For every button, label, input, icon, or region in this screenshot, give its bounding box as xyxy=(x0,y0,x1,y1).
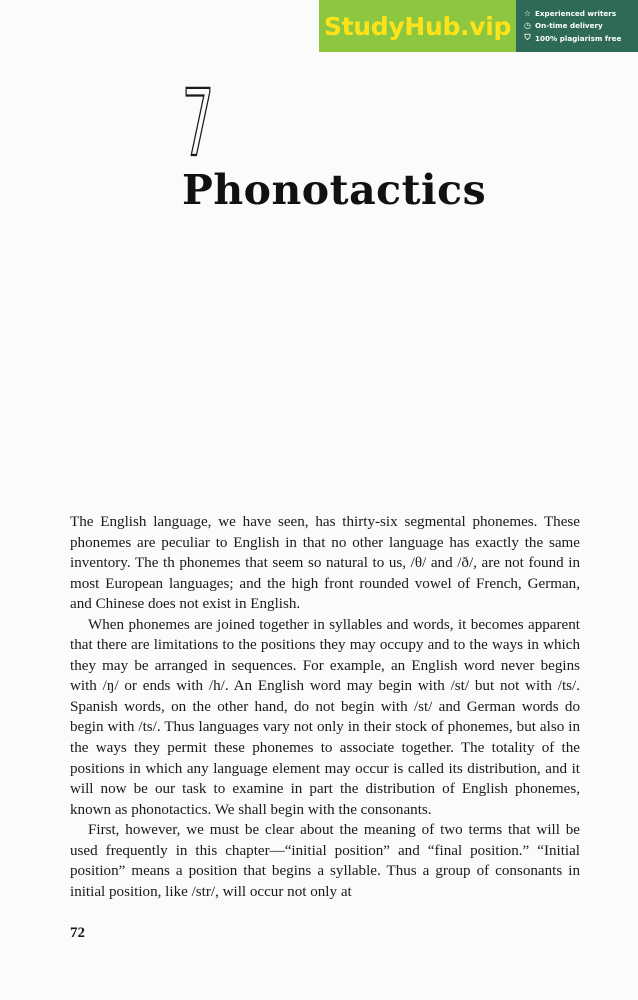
feature-item xyxy=(523,21,638,30)
ad-banner[interactable] xyxy=(319,0,638,52)
clock-icon: ◷ xyxy=(524,21,531,30)
studyhub-logo[interactable] xyxy=(319,0,516,52)
feature-item xyxy=(523,33,638,43)
body-text xyxy=(70,512,580,902)
paragraph: When phonemes are joined together in syllables and words, it becomes apparent that there are limitations to the positions they may occupy and to the ways in which they may be arranged in sequences. For example, an English word never begins with /ŋ/ or ends with /h/. An English word may begin with /st/ but not with /ts/. Spanish words, on the other hand, do not begin with /st/ and German words do begin with /ts/. Thus languages vary not only in their stock of phonemes, but also in the ways they permit these phonemes to associate together. The totality of the positions in which any language element may occur is called its distribution, and it will now be our task to examine in part the distribution of English phonemes, known as phonotactics. We shall begin with the consonants. xyxy=(70,616,580,818)
shield-icon: ⛉ xyxy=(524,33,531,42)
chapter-title: Phonotactics xyxy=(182,166,487,214)
chapter-number: 7 xyxy=(182,70,215,177)
feature-item xyxy=(523,9,638,18)
logo-text: StudyHub.vip xyxy=(323,11,512,41)
page-number: 72 xyxy=(70,925,85,941)
star-icon: ☆ xyxy=(523,9,532,18)
feature-text: 100% plagiarism free xyxy=(535,33,622,43)
paragraph: First, however, we must be clear about the meaning of two terms that will be used frequently in this chapter—“initial position” and “final position.” “Initial position” means a position that begins a syllable. Thus a group of consonants in initial position, like /str/, will occur not only at xyxy=(70,822,580,900)
feature-text: Experienced writers xyxy=(535,9,617,18)
feature-list xyxy=(516,0,638,52)
paragraph: The English language, we have seen, has thirty-six segmental phonemes. These phonemes are peculiar to English in that no other language has exactly the same inventory. The th phonemes that seem so natural to us, /θ/ and /ð/, are not found in most European languages; and the high front rounded vowel of French, German, and Chinese does not exist in English. xyxy=(70,514,580,613)
feature-text: On-time delivery xyxy=(535,21,603,30)
